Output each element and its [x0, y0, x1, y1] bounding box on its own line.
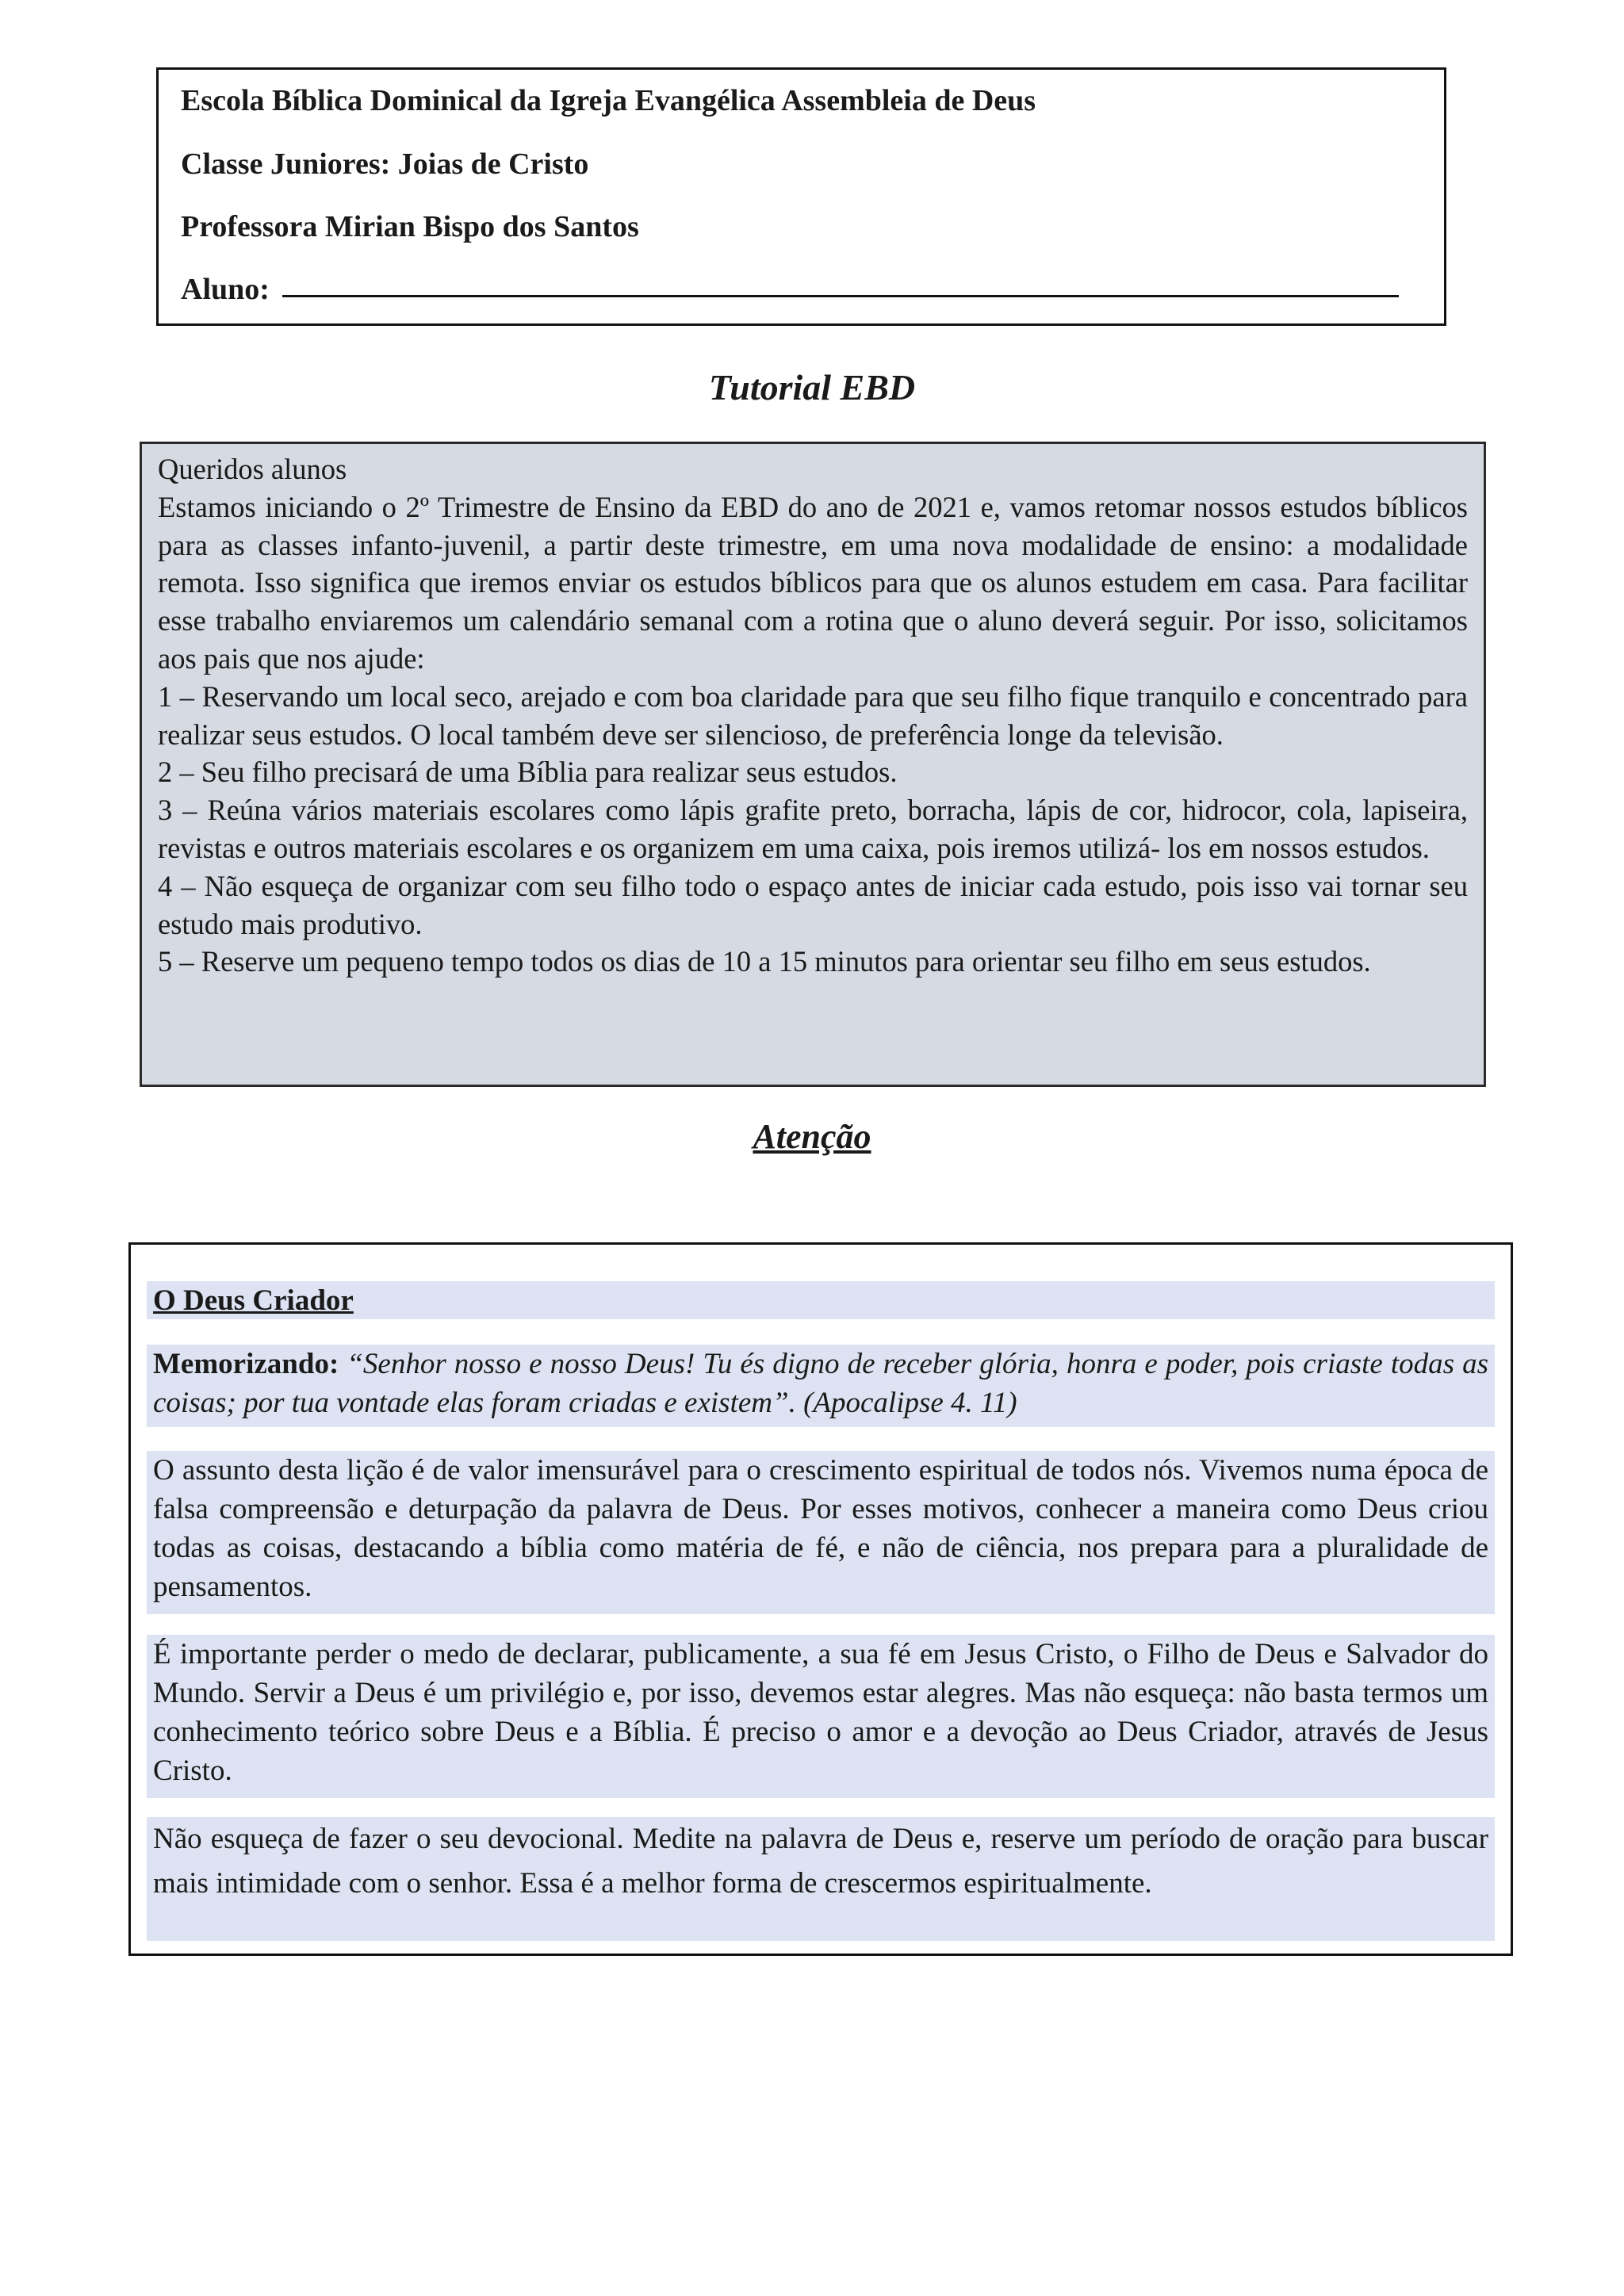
paragraph-band — [147, 1635, 1495, 1798]
school-name: Escola Bíblica Dominical da Igreja Evangélica Assembleia de Deus — [181, 84, 1036, 117]
lesson-paragraph: É importante perder o medo de declarar, publicamente, a sua fé em Jesus Cristo, o Filho de Deus e Salvador do Mundo. Servir a Deus é um privilégio e, por isso, devemos estar alegres. Mas não esqueça: não basta termos um conhecimento teórico sobre Deus e a Bíblia. É preciso o amor e a devoção ao Deus Criador, através de Jesus Cristo. — [153, 1638, 1488, 1787]
memorize-verse: “Senhor nosso e nosso Deus! Tu és digno de receber glória, honra e poder, pois criaste todas as coisas; por tua vontade elas foram criadas e existem”. (Apocalipse 4. 11) — [153, 1348, 1488, 1419]
lesson-title-band — [147, 1281, 1495, 1319]
tutorial-box — [140, 442, 1486, 1087]
instruction-item: 3 – Reúna vários materiais escolares como lápis grafite preto, borracha, lápis de cor, hidrocor, cola, lapiseira, revistas e outros materiais escolares e os organizem em uma caixa, pois iremos utilizá- los em nossos estudos. — [158, 794, 1468, 864]
lesson-paragraph: Não esqueça de fazer o seu devocional. Medite na palavra de Deus e, reserve um período de oração para buscar mais intimidade com o senhor. Essa é a melhor forma de crescermos espiritualmente. — [153, 1823, 1488, 1900]
instruction-item: 4 – Não esqueça de organizar com seu filho todo o espaço antes de iniciar cada estudo, pois isso vai tornar seu estudo mais produtivo. — [158, 869, 1468, 940]
class-name: Classe Juniores: Joias de Cristo — [181, 147, 589, 181]
paragraph-band — [147, 1451, 1495, 1614]
lesson-title: O Deus Criador — [153, 1284, 354, 1317]
lesson-box — [128, 1242, 1513, 1956]
memorize-band — [147, 1345, 1495, 1427]
lesson-paragraph: O assunto desta lição é de valor imensurável para o crescimento espiritual de todos nós. Vivemos numa época de falsa compreensão e deturpação da palavra de Deus. Por esses motivos, conhecer a maneira como Deus criou todas as coisas, destacando a bíblia como matéria de fé, e não de ciência, nos prepara para a pluralidade de pensamentos. — [153, 1454, 1488, 1603]
header-box — [156, 67, 1446, 326]
greeting: Queridos alunos — [158, 453, 347, 485]
tutorial-title: Tutorial EBD — [708, 367, 916, 408]
instruction-item: 5 – Reserve um pequeno tempo todos os dias de 10 a 15 minutos para orientar seu filho em seus estudos. — [158, 945, 1371, 978]
attention-title: Atenção — [753, 1117, 871, 1156]
teacher-name: Professora Mirian Bispo dos Santos — [181, 210, 639, 243]
student-label: Aluno: — [181, 273, 270, 306]
intro-paragraph: Estamos iniciando o 2º Trimestre de Ensino da EBD do ano de 2021 e, vamos retomar nossos estudos bíblicos para as classes infanto-juvenil, a partir deste trimestre, em uma nova modalidade de ensino: a modalidade remota. Isso significa que iremos enviar os estudos bíblicos para que os alunos estudem em casa. Para facilitar esse trabalho enviaremos um calendário semanal com a rotina que o aluno deverá seguir. Por isso, solicitamos aos pais que nos ajude: — [158, 490, 1468, 675]
memorize-label: Memorizando: — [153, 1348, 339, 1380]
paragraph-band — [147, 1817, 1495, 1941]
student-name-line[interactable] — [282, 295, 1399, 297]
instruction-item: 2 – Seu filho precisará de uma Bíblia para realizar seus estudos. — [158, 756, 898, 789]
instruction-item: 1 – Reservando um local seco, arejado e com boa claridade para que seu filho fique tranquilo e concentrado para realizar seus estudos. O local também deve ser silencioso, de preferência longe da televisão. — [158, 679, 1468, 751]
